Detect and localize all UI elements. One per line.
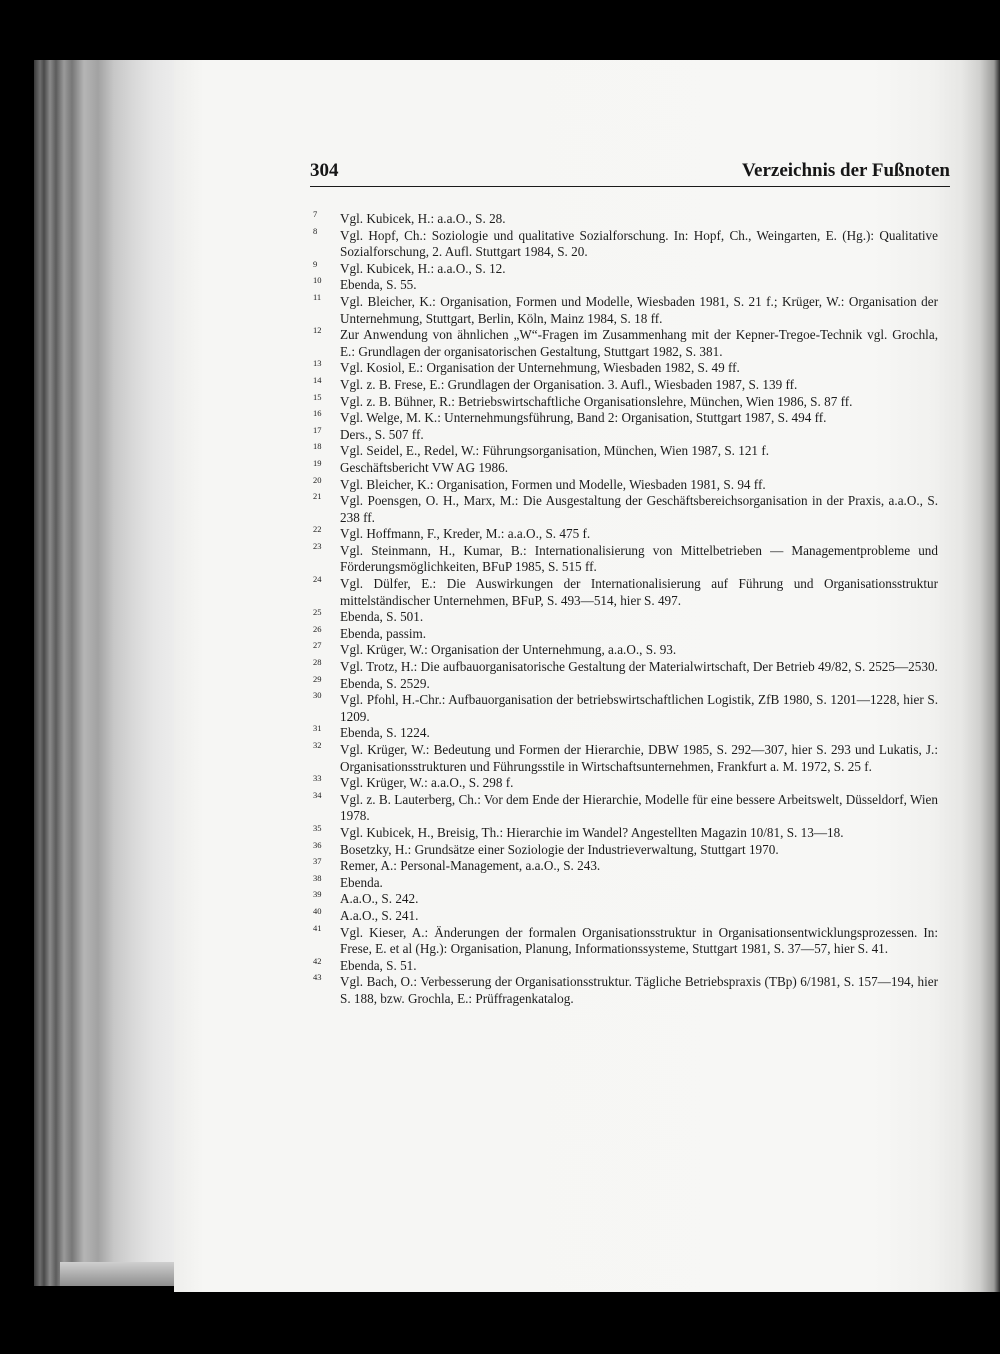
footnote-number: 16 bbox=[313, 408, 322, 419]
footnote-number: 27 bbox=[313, 640, 322, 651]
footnote-number: 19 bbox=[313, 457, 322, 468]
footnote bbox=[310, 391, 938, 411]
footnote bbox=[310, 905, 938, 925]
footnote-text: Vgl. Hoffmann, F., Kreder, M.: a.a.O., S. 475 f. bbox=[340, 526, 591, 542]
footnote bbox=[310, 839, 938, 859]
footnote bbox=[310, 725, 938, 742]
footnote-text: Vgl. Hopf, Ch.: Soziologie und qualitative Sozialforschung. In: Hopf, Ch., Weingarten, E. (Hg.): Qualitative Sozialforschung, 2. Aufl. Stuttgart 1984, S. 20. bbox=[340, 227, 938, 260]
footnote bbox=[310, 692, 938, 725]
footnote-text: Vgl. Krüger, W.: Bedeutung und Formen der Hierarchie, DBW 1985, S. 292—307, hier S. 293 und Lukatis, J.: Organisationsstrukturen und Führungsstile in Wirtschaftsunternehmen, Frankfurt a. M. 1972, S. 25 f. bbox=[340, 742, 938, 774]
footnote-text: Remer, A.: Personal-Management, a.a.O., S. 243. bbox=[340, 858, 601, 874]
footnote-text: A.a.O., S. 242. bbox=[340, 891, 419, 907]
footnote bbox=[310, 258, 938, 278]
footnote-text: Ebenda. bbox=[340, 874, 383, 890]
footnote-text: Vgl. Kosiol, E.: Organisation der Unternehmung, Wiesbaden 1982, S. 49 ff. bbox=[340, 360, 740, 376]
footnote bbox=[310, 623, 938, 643]
footnote-number: 32 bbox=[313, 740, 322, 750]
footnote bbox=[310, 789, 938, 825]
footnote-number: 30 bbox=[313, 690, 322, 701]
footnote-number: 13 bbox=[313, 358, 322, 369]
footnote bbox=[310, 277, 938, 294]
footnote-number: 20 bbox=[313, 474, 322, 485]
footnote bbox=[310, 642, 938, 659]
footnote-number: 9 bbox=[313, 258, 318, 269]
footnote bbox=[310, 576, 938, 609]
page-number: 304 bbox=[310, 160, 339, 181]
footnote bbox=[310, 211, 938, 228]
footnote-text: Vgl. Seidel, E., Redel, W.: Führungsorganisation, München, Wien 1987, S. 121 f. bbox=[340, 443, 770, 459]
footnote-text: Bosetzky, H.: Grundsätze einer Soziologie der Industrieverwaltung, Stuttgart 1970. bbox=[340, 841, 779, 857]
footnote-text: A.a.O., S. 241. bbox=[340, 907, 419, 923]
footnote-number: 34 bbox=[313, 789, 322, 800]
footnote bbox=[310, 291, 938, 327]
footnote-number: 10 bbox=[313, 275, 322, 286]
footnote-text: Vgl. Bleicher, K.: Organisation, Formen und Modelle, Wiesbaden 1981, S. 21 f.; Krüger, W.: Organisation der Unternehmung, Stuttgart, Berlin, Köln, Mainz 1984, S. 18 ff. bbox=[340, 293, 938, 326]
footnote-text: Ebenda, S. 501. bbox=[340, 609, 424, 625]
footnote-text: Ebenda, passim. bbox=[340, 625, 427, 641]
footnote bbox=[310, 922, 938, 958]
footnote-number: 22 bbox=[313, 524, 322, 535]
footnote-number: 14 bbox=[313, 374, 322, 385]
footnote bbox=[310, 891, 938, 908]
footnote bbox=[310, 443, 938, 460]
footnote-text: Vgl. Kubicek, H., Breisig, Th.: Hierarchie im Wandel? Angestellten Magazin 10/81, S. 13—18. bbox=[340, 824, 844, 840]
footnote-text: Ebenda, S. 51. bbox=[340, 957, 417, 973]
footnote-number: 35 bbox=[313, 822, 322, 833]
footnote-number: 23 bbox=[313, 540, 322, 551]
footnote-number: 37 bbox=[313, 856, 322, 867]
footnote bbox=[310, 659, 938, 676]
footnote-number: 25 bbox=[313, 607, 322, 618]
footnote-text: Vgl. Trotz, H.: Die aufbauorganisatorische Gestaltung der Materialwirtschaft, Der Betrieb 49/82, S. 2525—2530. bbox=[340, 659, 938, 675]
footnote-number: 39 bbox=[313, 889, 322, 900]
footnote bbox=[310, 424, 938, 444]
footnote bbox=[310, 457, 938, 477]
footnote-list bbox=[310, 211, 938, 1008]
footnote-text: Vgl. Pfohl, H.-Chr.: Aufbauorganisation der betriebswirtschaftlichen Logistik, ZfB 1980, S. 1201—1228, hier S. 1209. bbox=[340, 692, 938, 724]
footnote bbox=[310, 775, 938, 792]
footnote-number: 21 bbox=[313, 491, 322, 502]
footnote bbox=[310, 955, 938, 975]
footnote bbox=[310, 374, 938, 394]
footnote-number: 40 bbox=[313, 905, 322, 916]
footnote-number: 36 bbox=[313, 839, 322, 850]
footnote bbox=[310, 974, 938, 1007]
footnote bbox=[310, 609, 938, 626]
footnote-text: Ebenda, S. 1224. bbox=[340, 725, 430, 741]
footnote-text: Vgl. Dülfer, E.: Die Auswirkungen der Internationalisierung auf Führung und Organisationsstruktur mittelständischer Unternehmen, BFuP, S. 493—514, hier S. 497. bbox=[340, 576, 938, 608]
footnote bbox=[310, 474, 938, 494]
footnote-number: 12 bbox=[313, 325, 322, 336]
footnote-number: 38 bbox=[313, 872, 322, 883]
footnote-number: 8 bbox=[313, 225, 318, 236]
footnote-text: Vgl. Kubicek, H.: a.a.O., S. 12. bbox=[340, 260, 506, 276]
footnote-number: 24 bbox=[313, 574, 322, 585]
footnote-number: 15 bbox=[313, 391, 322, 402]
footnote-number: 43 bbox=[313, 972, 322, 983]
footnote-text: Geschäftsbericht VW AG 1986. bbox=[340, 459, 508, 475]
footnote-text: Vgl. z. B. Lauterberg, Ch.: Vor dem Ende der Hierarchie, Modelle für eine bessere Arbeitswelt, Düsseldorf, Wien 1978. bbox=[340, 791, 938, 824]
footnote-text: Vgl. Krüger, W.: a.a.O., S. 298 f. bbox=[340, 775, 514, 791]
footnote-number: 41 bbox=[313, 922, 322, 933]
footnote bbox=[310, 493, 938, 526]
footnote-number: 7 bbox=[313, 209, 318, 219]
footnote-text: Vgl. Kieser, A.: Änderungen der formalen Organisationsstruktur in Organisationsentwicklungsprozessen. In: Frese, E. et al (Hg.): Organisation, Planung, Informationssysteme, Stuttgart 1981, S. 37—57, hier S. 41. bbox=[340, 924, 938, 957]
footnote bbox=[310, 540, 938, 576]
footnote bbox=[310, 526, 938, 543]
footnote bbox=[310, 360, 938, 377]
footnote-text: Vgl. Bleicher, K.: Organisation, Formen und Modelle, Wiesbaden 1981, S. 94 ff. bbox=[340, 476, 766, 492]
footnote bbox=[310, 872, 938, 892]
book-right-edge bbox=[960, 60, 1000, 1292]
footnote-text: Ebenda, S. 2529. bbox=[340, 675, 430, 691]
footnote bbox=[310, 673, 938, 693]
footnote-text: Ders., S. 507 ff. bbox=[340, 426, 424, 442]
footnote-text: Ebenda, S. 55. bbox=[340, 277, 417, 293]
footnote-text: Vgl. Krüger, W.: Organisation der Unternehmung, a.a.O., S. 93. bbox=[340, 642, 677, 658]
footnote bbox=[310, 858, 938, 875]
footnote-number: 28 bbox=[313, 657, 322, 668]
footnote-text: Zur Anwendung von ähnlichen „W“-Fragen im Zusammenhang mit der Kepner-Tregoe-Technik vgl. Grochla, E.: Grundlagen der organisatorischen Gestaltung, Stuttgart 1982, S. 381. bbox=[340, 327, 938, 359]
footnote-number: 31 bbox=[313, 723, 322, 734]
footnote-text: Vgl. z. B. Bühner, R.: Betriebswirtschaftliche Organisationslehre, München, Wien 1986, S. 87 ff. bbox=[340, 393, 853, 409]
footnote bbox=[310, 742, 938, 775]
footnote bbox=[310, 410, 938, 427]
footnote bbox=[310, 225, 938, 261]
book-page-stack-bottom bbox=[60, 1262, 174, 1286]
footnote-number: 29 bbox=[313, 673, 322, 684]
running-header bbox=[310, 158, 950, 187]
footnote-text: Vgl. Welge, M. K.: Unternehmungsführung, Band 2: Organisation, Stuttgart 1987, S. 494 ff. bbox=[340, 410, 827, 426]
footnote bbox=[310, 822, 938, 842]
footnote-number: 11 bbox=[313, 291, 322, 302]
book-page-stack bbox=[34, 60, 174, 1286]
footnote-number: 18 bbox=[313, 441, 322, 452]
footnote-text: Vgl. z. B. Frese, E.: Grundlagen der Organisation. 3. Aufl., Wiesbaden 1987, S. 139 ff. bbox=[340, 376, 798, 392]
footnote-number: 33 bbox=[313, 773, 322, 784]
footnote-text: Vgl. Bach, O.: Verbesserung der Organisationsstruktur. Tägliche Betriebspraxis (TBp) 6/1981, S. 157—194, hier S. 188, bzw. Grochla, E.: Prüffragenkatalog. bbox=[340, 974, 938, 1006]
section-title: Verzeichnis der Fußnoten bbox=[742, 160, 950, 181]
footnote bbox=[310, 327, 938, 360]
footnote-number: 17 bbox=[313, 424, 322, 435]
footnote-number: 42 bbox=[313, 955, 322, 966]
footnote-text: Vgl. Kubicek, H.: a.a.O., S. 28. bbox=[340, 211, 506, 226]
footnote-text: Vgl. Steinmann, H., Kumar, B.: Internationalisierung von Mittelbetrieben — Managementprobleme und Förderungsmöglichkeiten, BFuP 1985, S. 515 ff. bbox=[340, 542, 938, 575]
footnote-text: Vgl. Poensgen, O. H., Marx, M.: Die Ausgestaltung der Geschäftsbereichsorganisation in der Praxis, a.a.O., S. 238 ff. bbox=[340, 493, 938, 525]
footnote-number: 26 bbox=[313, 623, 322, 634]
